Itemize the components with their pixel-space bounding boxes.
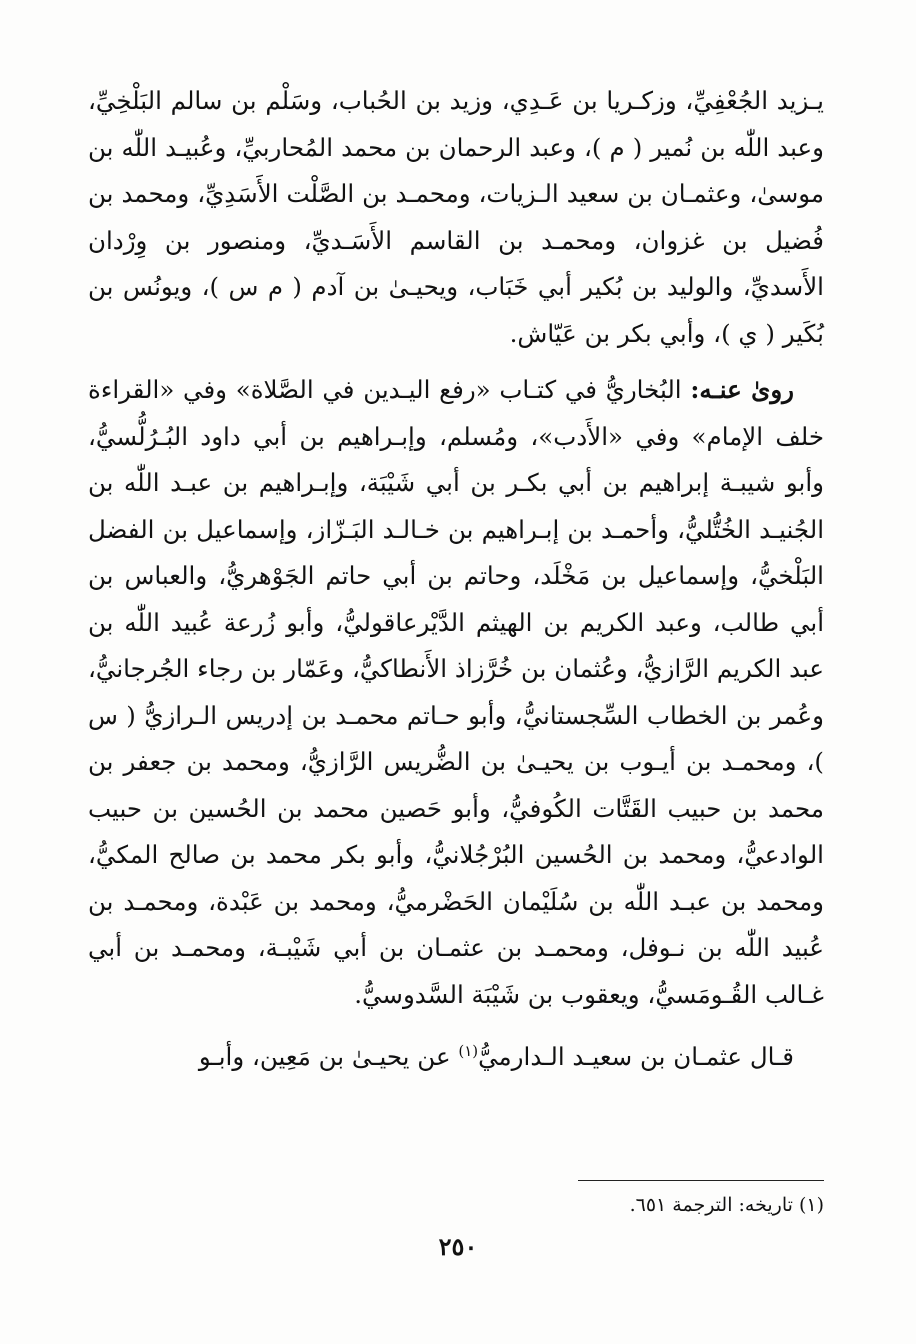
paragraph-text: قـال عثمـان بن سعيـد الـدارميُّ xyxy=(478,1042,794,1072)
section-lead: روىٰ عنـه: xyxy=(690,375,794,404)
narrators-list-paragraph xyxy=(88,78,824,357)
footnote-divider xyxy=(578,1180,824,1181)
footnote-reference: (١) xyxy=(458,1042,479,1060)
footnote: (١) تاريخه: الترجمة ٦٥١. xyxy=(629,1194,824,1216)
main-text xyxy=(88,78,824,1081)
quote-paragraph xyxy=(88,1028,824,1081)
paragraph-text-tail: عن يحيـىٰ بن مَعِين، وأبـو xyxy=(198,1042,459,1072)
paragraph-text: البُخاريُّ في كتـاب «رفع اليـدين في الصَّلاة» وفي «القراءة خلف الإمام» وفي «الأَدب»، ومُسلم، وإبـراهيم بن أبي داود البُـرُلُّسيُّ، وأبو شيبـة إبراهيم بن أبي بكـر بن أبي شَيْبَة، وإبـراهيم بن عبـد اللّٰه بن الجُنيـد الخُتُّليُّ، وأحمـد بن إبـراهيم بن خـالـد البَـزّاز، وإسماعيل بن الفضل البَلْخيُّ، وإسماعيل بن مَخْلَد، وحاتم بن أبي حاتم الجَوْهريُّ، والعباس بن أبي طالب، وعبد الكريم بن الهيثم الدَّيْرعاقوليُّ، وأبو زُرعة عُبيد اللّٰه بن عبد الكريم الرَّازيُّ، وعُثمان بن خُرَّزاذ الأَنطاكيُّ، وعَمّار بن رجاء الجُرجانيُّ، وعُمر بن الخطاب السِّجستانيُّ، وأبو حـاتم محمـد بن إدريس الـرازيُّ ( س )، ومحمـد بن أيـوب بن يحيـىٰ بن الضُّريس الرَّازيُّ، ومحمد بن جعفر بن محمد بن حبيب القَتَّات الكُوفيُّ، وأبو حَصين محمد بن الحُسين بن حبيب الوادعيُّ، ومحمد بن الحُسين البُرْجُلانيُّ، وأبو بكر محمد بن صالح المكيُّ، ومحمد بن عبـد اللّٰه بن سُلَيْمان الحَضْرميُّ، ومحمد بن عَبْدة، ومحمـد بن عُبيد اللّٰه بن نـوفل، ومحمـد بن عثمـان بن أبي شَيْبـة، ومحمـد بن أبي غـالب القُـومَسيُّ، ويعقوب بن شَيْبَة السَّدوسيُّ. xyxy=(88,375,824,1009)
paragraph-text: يـزيد الجُعْفِيِّ، وزكـريا بن عَـدِي، وزيد بن الحُباب، وسَلْم بن سالم البَلْخِيِّ، وعبد اللّٰه بن نُمير ( م )، وعبد الرحمان بن محمد المُحاربيِّ، وعُبيـد اللّٰه بن موسىٰ، وعثمـان بن سعيد الـزيات، ومحمـد بن الصَّلْت الأَسَدِيِّ، ومحمد بن فُضيل بن غزوان، ومحمـد بن القاسم الأَسَـديِّ، ومنصور بن وِرْدان الأَسديِّ، والوليد بن بُكير أبي خَبَاب، ويحيـىٰ بن آدم ( م س )، ويونُس بن بُكَير ( ي )، وأبي بكر بن عَيّاش. xyxy=(88,86,824,348)
page-number: ٢٥٠ xyxy=(438,1232,478,1261)
transmitters-paragraph xyxy=(88,367,824,1018)
